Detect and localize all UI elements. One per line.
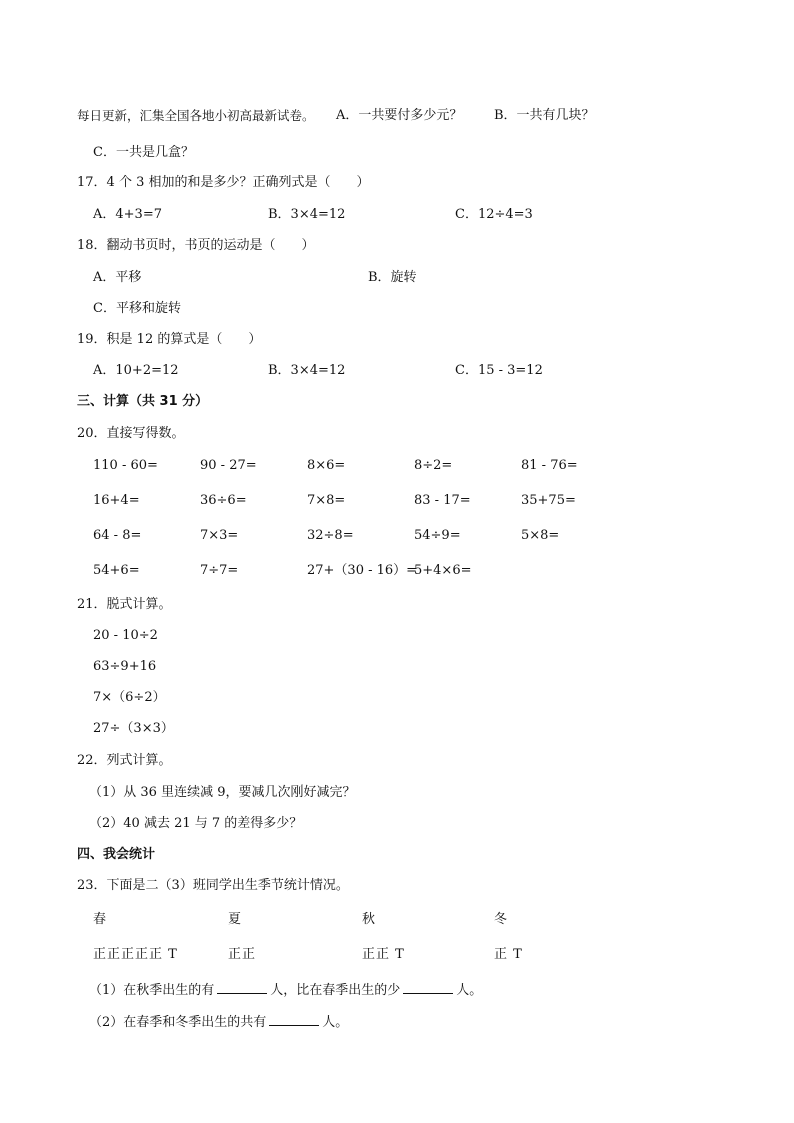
q17-option-a: A．4+3=7 [93, 207, 162, 222]
calc-item: 83 - 17= [414, 493, 471, 508]
calc-item: 5+4×6= [414, 563, 472, 578]
sub-text: （2）在春季和冬季出生的共有 [89, 1015, 267, 1030]
tally-marks: 正 T [494, 947, 523, 962]
q19-option-a: A．10+2=12 [93, 363, 179, 378]
expression-item: 63÷9+16 [93, 659, 157, 674]
question-22: 22．列式计算。 [77, 753, 172, 768]
question-18: 18．翻动书页时，书页的运动是（ ） [77, 238, 315, 253]
sub-text: 人，比在春季出生的少 [270, 983, 401, 998]
tally-marks: 正正正正正 T [93, 947, 178, 962]
q18-option-b: B．旋转 [368, 270, 417, 285]
calc-item: 81 - 76= [521, 458, 578, 473]
season-label: 冬 [494, 912, 508, 927]
answer-blank[interactable] [217, 981, 267, 994]
q19-option-b: B．3×4=12 [268, 363, 346, 378]
calc-item: 32÷8= [307, 528, 354, 543]
calc-item: 5×8= [521, 528, 560, 543]
word-problem-item: （2）40 减去 21 与 7 的差得多少？ [89, 816, 303, 831]
answer-blank[interactable] [403, 981, 453, 994]
calc-item: 54+6= [93, 563, 140, 578]
season-label: 秋 [362, 912, 376, 927]
section-4-title: 四、我会统计 [77, 847, 156, 862]
q17-option-b: B．3×4=12 [268, 207, 346, 222]
option-a: A．一共要付多少元？ [336, 108, 463, 123]
expression-item: 27÷（3×3） [93, 721, 174, 736]
question-19: 19．积是 12 的算式是（ ） [77, 332, 262, 347]
q19-option-c: C．15 - 3=12 [455, 363, 543, 378]
answer-blank[interactable] [269, 1013, 319, 1026]
word-problem-item: （1）从 36 里连续减 9，要减几次刚好减完？ [89, 785, 356, 800]
q23-sub-question-1 [89, 981, 482, 999]
sub-text: （1）在秋季出生的有 [89, 983, 215, 998]
option-c: C．一共是几盒？ [93, 145, 194, 160]
expression-item: 7×（6÷2） [93, 690, 166, 705]
q23-sub-question-2 [89, 1013, 348, 1031]
calc-item: 8×6= [307, 458, 346, 473]
calc-item: 36÷6= [200, 493, 247, 508]
question-20: 20．直接写得数。 [77, 426, 185, 441]
q17-option-c: C．12÷4=3 [455, 207, 533, 222]
question-17: 17．4 个 3 相加的和是多少？正确列式是（ ） [77, 175, 370, 190]
question-23: 23．下面是二（3）班同学出生季节统计情况。 [77, 878, 349, 893]
calc-item: 7÷7= [200, 563, 239, 578]
season-label: 夏 [228, 912, 242, 927]
calc-item: 16+4= [93, 493, 140, 508]
calc-item: 90 - 27= [200, 458, 257, 473]
expression-item: 20 - 10÷2 [93, 628, 158, 643]
option-b: B．一共有几块？ [494, 108, 595, 123]
season-label: 春 [93, 912, 107, 927]
calc-item: 110 - 60= [93, 458, 158, 473]
calc-item: 8÷2= [414, 458, 453, 473]
header-notice: 每日更新，汇集全国各地小初高最新试卷。 [77, 108, 315, 123]
q18-option-a: A．平移 [93, 270, 142, 285]
calc-item: 7×8= [307, 493, 346, 508]
calc-item: 7×3= [200, 528, 239, 543]
calc-item: 54÷9= [414, 528, 461, 543]
section-3-title: 三、计算（共 31 分） [77, 394, 209, 409]
calc-item: 64 - 8= [93, 528, 142, 543]
tally-marks: 正正 T [362, 947, 405, 962]
q18-option-c: C．平移和旋转 [93, 301, 181, 316]
calc-item: 27+（30 - 16）= [307, 563, 418, 578]
sub-text: 人。 [322, 1015, 349, 1030]
calc-item: 35+75= [521, 493, 576, 508]
question-21: 21．脱式计算。 [77, 597, 172, 612]
sub-text: 人。 [456, 983, 483, 998]
tally-marks: 正正 [228, 947, 257, 962]
